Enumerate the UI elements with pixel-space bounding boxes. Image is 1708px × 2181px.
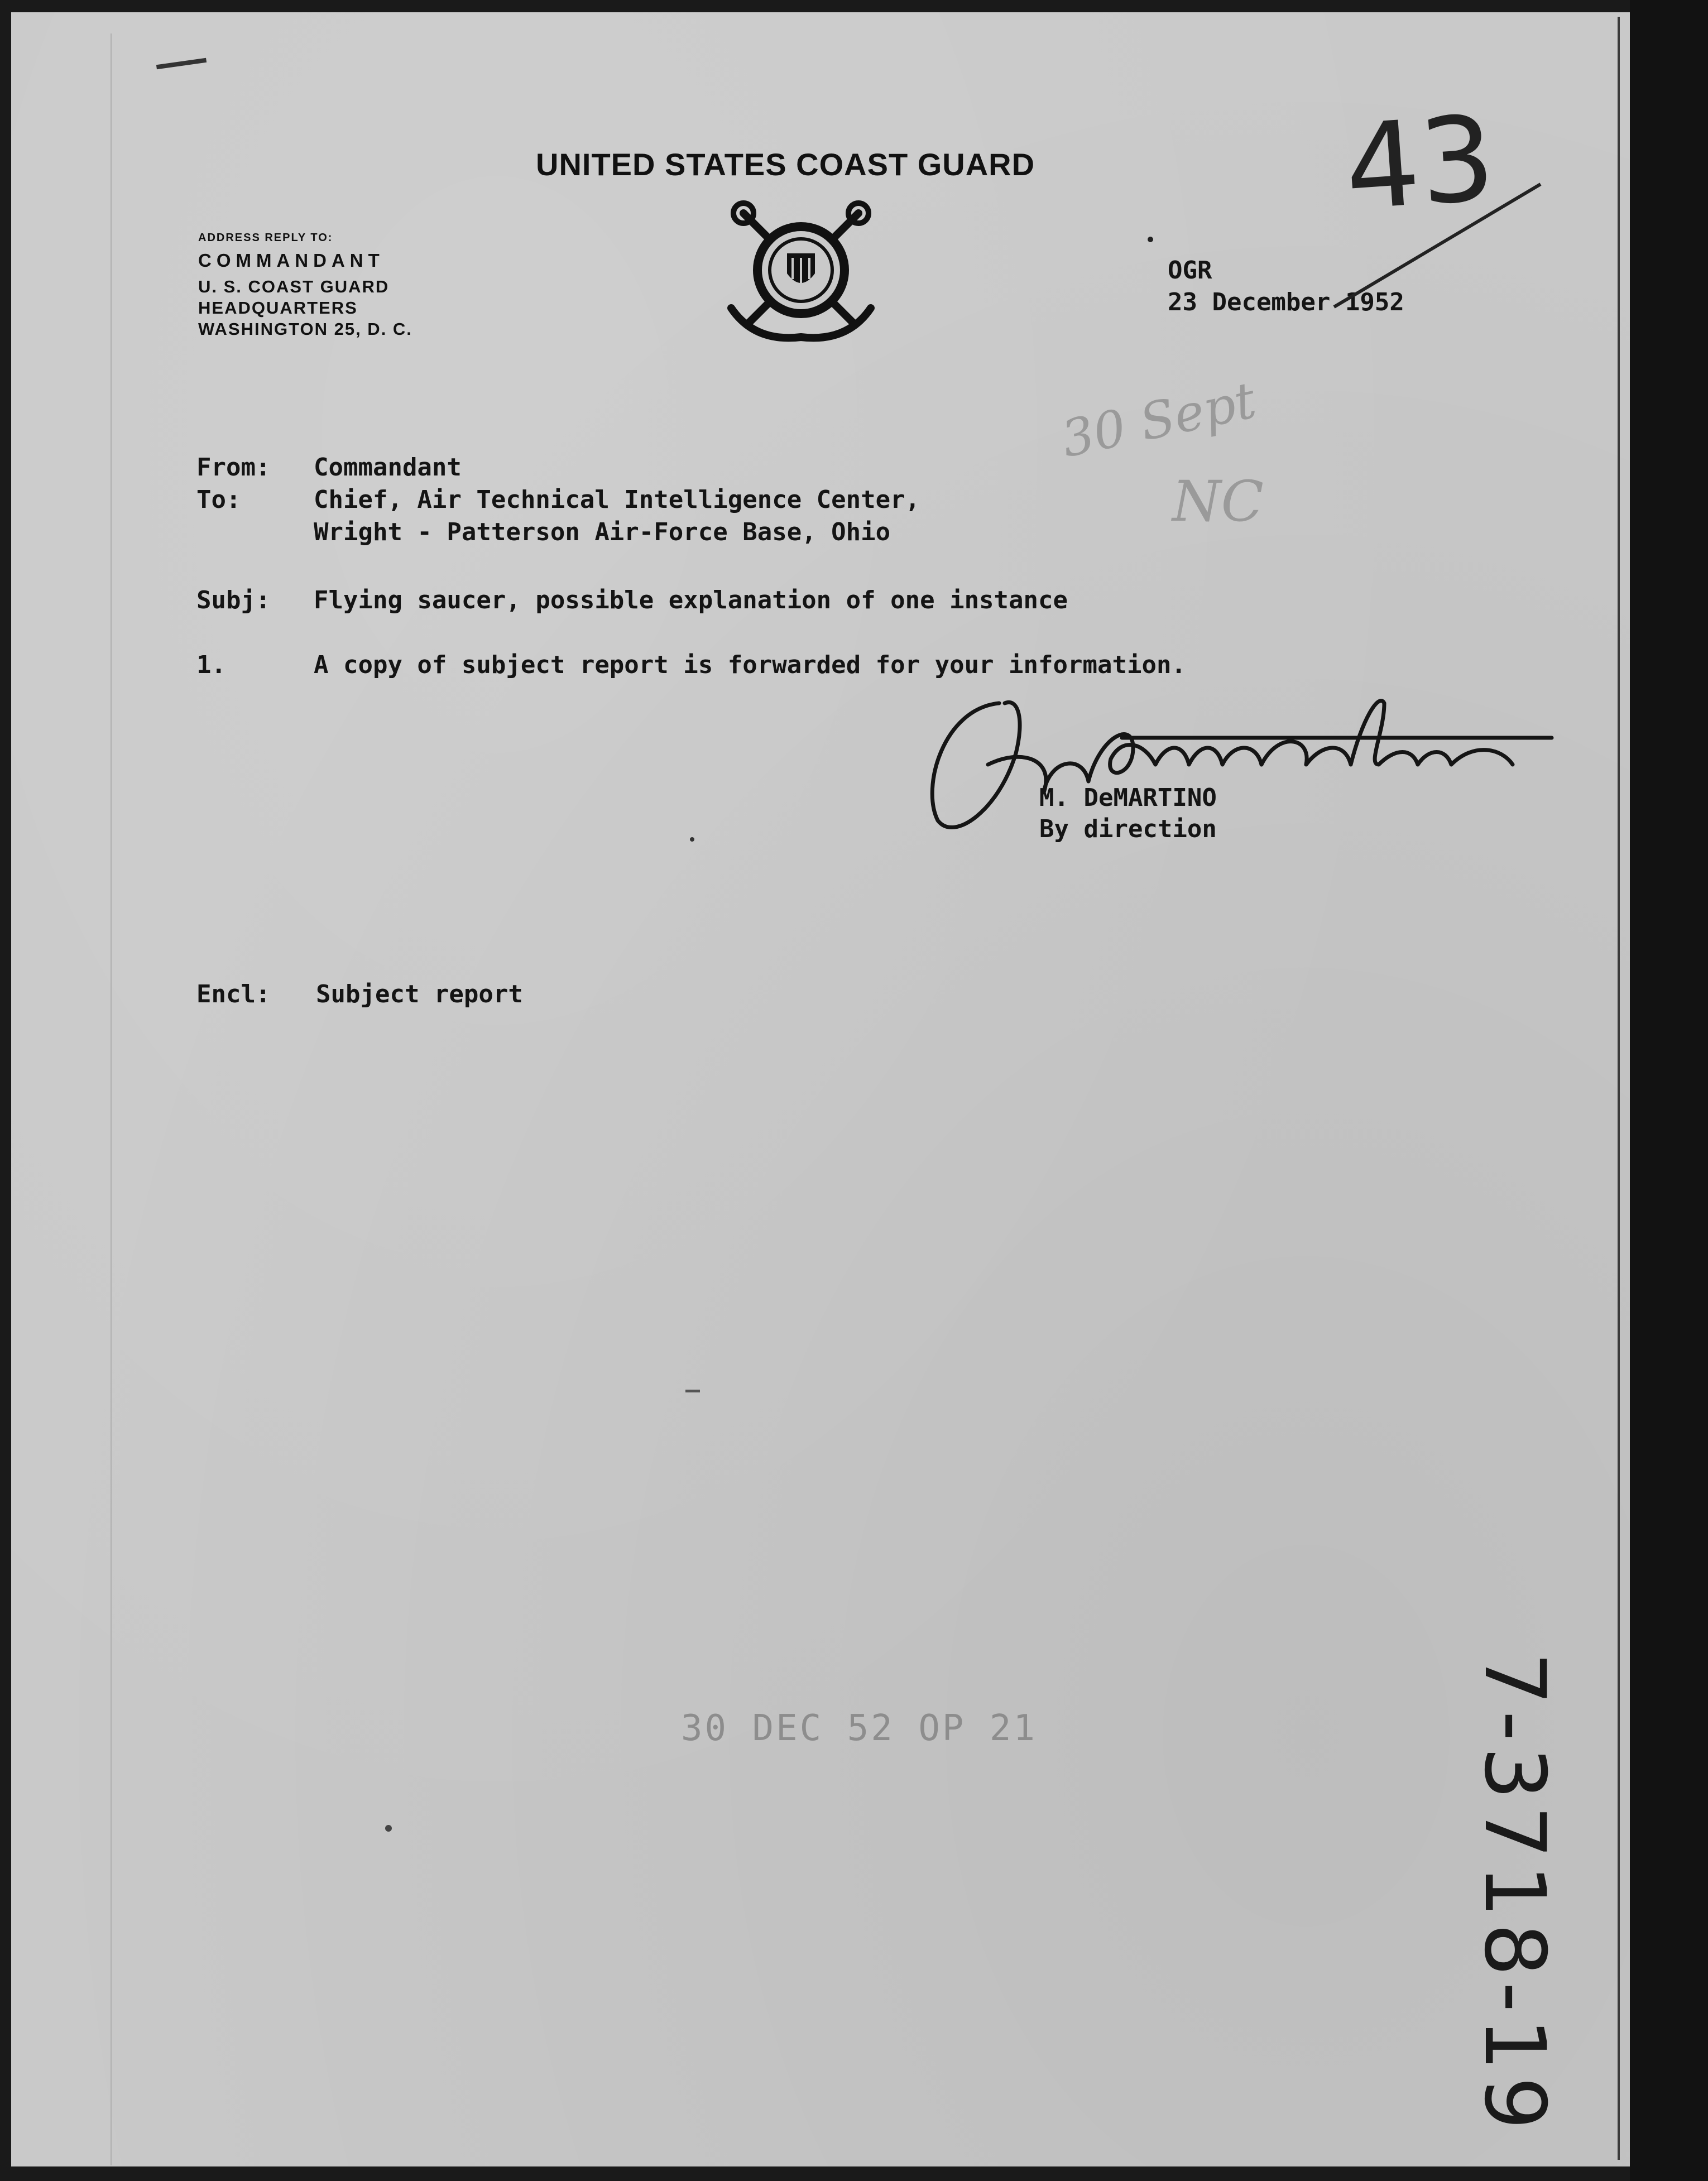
from-label: From:	[196, 453, 271, 482]
margin-note-date: 30 Sept	[1056, 371, 1261, 469]
enclosure-label: Encl:	[196, 980, 271, 1008]
scan-mark	[1148, 237, 1153, 242]
margin-note-initials: NC	[1172, 469, 1264, 534]
enclosure-value: Subject report	[316, 980, 523, 1008]
received-stamp: 30 DEC 52 OP 21	[681, 1708, 1037, 1749]
subject-value: Flying saucer, possible explanation of one instance	[314, 586, 1068, 614]
subject-label: Subj:	[196, 586, 271, 614]
handwritten-file-number: 7-3718-19	[1466, 1652, 1563, 2136]
handwritten-page-number: 43	[1340, 89, 1499, 237]
agency-title: UNITED STATES COAST GUARD	[536, 147, 1035, 182]
address-line-2: U. S. COAST GUARD	[198, 277, 390, 296]
paragraph-number: 1.	[196, 651, 226, 679]
page-fold-line	[111, 33, 112, 2165]
page-edge-line	[1618, 17, 1620, 2160]
address-line-4: WASHINGTON 25, D. C.	[198, 319, 412, 339]
signatory-name: M. DeMARTINO	[1039, 784, 1217, 812]
to-line-2: Wright - Patterson Air-Force Base, Ohio	[314, 518, 891, 546]
address-line-3: HEADQUARTERS	[198, 298, 358, 318]
reference-date: 23 December 1952	[1168, 288, 1404, 316]
pen-stroke	[1328, 179, 1552, 313]
address-reply-label: ADDRESS REPLY TO:	[198, 232, 333, 244]
address-line-1: COMMANDANT	[198, 250, 385, 271]
scan-mark	[690, 837, 694, 842]
reference-code: OGR	[1168, 256, 1212, 285]
handwritten-signature	[921, 686, 1557, 837]
signatory-title: By direction	[1039, 815, 1217, 843]
paragraph-text: A copy of subject report is forwarded for your information.	[314, 651, 1186, 679]
to-line-1: Chief, Air Technical Intelligence Center,	[314, 486, 920, 514]
scan-mark	[685, 1390, 700, 1392]
coast-guard-seal-icon	[721, 196, 881, 346]
from-value: Commandant	[314, 453, 462, 482]
scan-margin-right	[1630, 0, 1708, 2181]
to-label: To:	[196, 486, 241, 514]
scan-mark	[385, 1825, 392, 1832]
